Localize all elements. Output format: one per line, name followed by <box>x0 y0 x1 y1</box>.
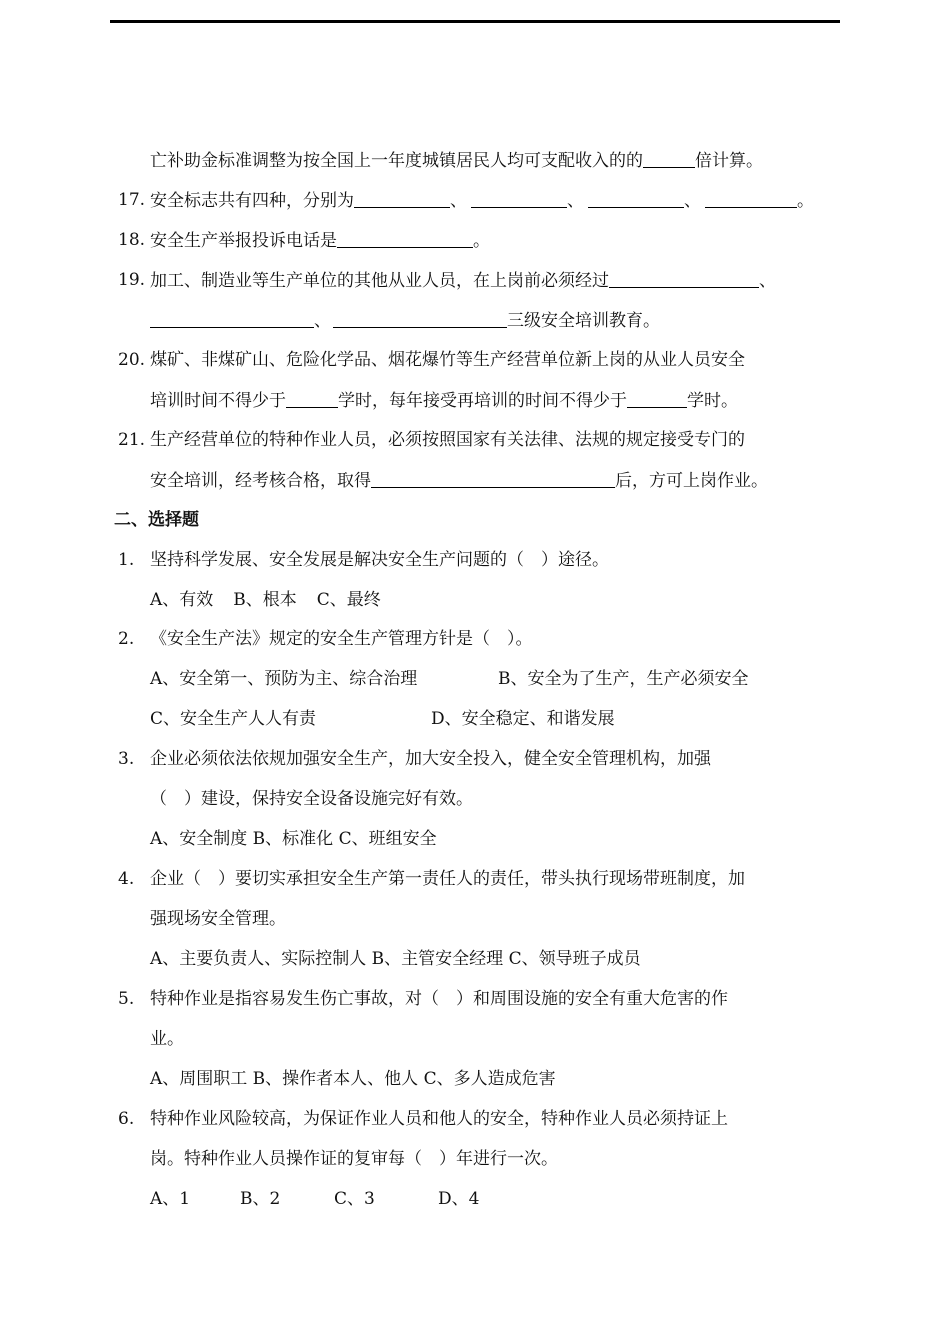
option-c: C、3 <box>334 1189 375 1209</box>
blank-line <box>337 229 473 248</box>
question-20-text <box>150 349 745 371</box>
option-a: A、安全第一、预防为主、综合治理 <box>150 669 418 689</box>
question-21-text <box>150 429 745 451</box>
question-number: 20. <box>118 350 146 370</box>
question-21-text-2 <box>150 469 768 492</box>
option-a: A、有效 <box>150 590 214 610</box>
blank-line <box>643 149 695 168</box>
separator: 、 <box>314 311 331 331</box>
choice-question-3-text-2: （ ）建设，保持安全设备设施完好有效。 <box>150 789 473 809</box>
choice-question-1-text: 坚持科学发展、安全发展是解决安全生产问题的（ ）途径。 <box>150 550 609 570</box>
blank-line <box>371 469 615 488</box>
option-b: B、根本 <box>233 590 297 610</box>
blank-line <box>609 269 759 288</box>
option-b: B、2 <box>240 1189 281 1209</box>
separator: 、 <box>684 191 701 211</box>
choice-question-4-number: 4. <box>118 869 135 889</box>
choice-question-5-options: A、周围职工 B、操作者本人、他人 C、多人造成危害 <box>150 1069 556 1089</box>
question-text: 后，方可上岗作业。 <box>615 471 768 491</box>
choice-question-5-text: 特种作业是指容易发生伤亡事故，对（ ）和周围设施的安全有重大危害的作 <box>150 989 728 1009</box>
choice-question-5-number: 5. <box>118 989 135 1009</box>
question-text: 安全培训，经考核合格，取得 <box>150 471 371 491</box>
blank-line <box>286 389 338 408</box>
separator: 、 <box>450 191 467 211</box>
question-18-text <box>150 229 490 252</box>
question-number: 18. <box>118 230 146 250</box>
choice-question-5-text-2: 业。 <box>150 1029 184 1049</box>
separator: 、 <box>759 271 776 291</box>
question-20 <box>118 349 145 371</box>
question-17-text <box>150 189 814 212</box>
option-b: B、安全为了生产，生产必须安全 <box>498 669 749 689</box>
question-21 <box>118 429 145 451</box>
option-d: D、4 <box>438 1189 480 1209</box>
blank-line <box>588 189 684 208</box>
question-17 <box>118 189 145 211</box>
choice-question-1-options <box>150 589 381 611</box>
choice-question-6-text-2: 岗。特种作业人员操作证的复审每（ ）年进行一次。 <box>150 1149 558 1169</box>
option-d: D、安全稳定、和谐发展 <box>431 709 615 729</box>
separator: 。 <box>473 231 490 251</box>
blank-line <box>333 309 507 328</box>
header-rule <box>110 20 840 23</box>
section-heading: 二、选择题 <box>114 510 199 530</box>
question-number: 19. <box>118 270 146 290</box>
choice-question-4-text: 企业（ ）要切实承担安全生产第一责任人的责任，带头执行现场带班制度，加 <box>150 869 745 889</box>
question-number: 17. <box>118 190 146 210</box>
question-text: 三级安全培训教育。 <box>507 311 660 331</box>
question-text: 学时，每年接受再培训的时间不得少于 <box>338 391 627 411</box>
blank-line <box>705 189 797 208</box>
option-a: A、1 <box>150 1189 191 1209</box>
q16-text: 亡补助金标准调整为按全国上一年度城镇居民人均可支配收入的的 <box>150 151 643 171</box>
choice-question-2-text: 《安全生产法》规定的安全生产管理方针是（ ）。 <box>150 629 533 649</box>
q16-continuation <box>150 149 763 172</box>
choice-question-1-number: 1. <box>118 550 135 570</box>
question-text: 生产经营单位的特种作业人员，必须按照国家有关法律、法规的规定接受专门的 <box>150 430 745 450</box>
option-c: C、最终 <box>316 590 381 610</box>
question-19-text <box>150 269 776 292</box>
separator: 、 <box>567 191 584 211</box>
question-number: 21. <box>118 430 146 450</box>
separator: 。 <box>797 191 814 211</box>
choice-question-3-number: 3. <box>118 749 135 769</box>
choice-question-6-number: 6. <box>118 1109 135 1129</box>
blank-line <box>471 189 567 208</box>
question-text: 加工、制造业等生产单位的其他从业人员，在上岗前必须经过 <box>150 271 609 291</box>
question-text: 煤矿、非煤矿山、危险化学品、烟花爆竹等生产经营单位新上岗的从业人员安全 <box>150 350 745 370</box>
blank-line <box>354 189 450 208</box>
choice-question-3-options: A、安全制度 B、标准化 C、班组安全 <box>150 829 437 849</box>
choice-question-2-number: 2. <box>118 629 135 649</box>
blank-line <box>150 309 314 328</box>
question-19-text-2 <box>150 309 660 332</box>
question-text: 安全生产举报投诉电话是 <box>150 231 337 251</box>
option-c: C、安全生产人人有责 <box>150 709 317 729</box>
q16-text-end: 倍计算。 <box>695 151 763 171</box>
blank-line <box>627 389 687 408</box>
question-19 <box>118 269 145 291</box>
choice-question-6-text: 特种作业风险较高，为保证作业人员和他人的安全，特种作业人员必须持证上 <box>150 1109 728 1129</box>
question-text: 培训时间不得少于 <box>150 391 286 411</box>
question-text: 安全标志共有四种，分别为 <box>150 191 354 211</box>
question-text: 学时。 <box>687 391 738 411</box>
choice-question-4-text-2: 强现场安全管理。 <box>150 909 286 929</box>
question-20-text-2 <box>150 389 738 412</box>
question-18 <box>118 229 145 251</box>
choice-question-3-text: 企业必须依法依规加强安全生产，加大安全投入，健全安全管理机构，加强 <box>150 749 711 769</box>
choice-question-4-options: A、主要负责人、实际控制人 B、主管安全经理 C、领导班子成员 <box>150 949 641 969</box>
